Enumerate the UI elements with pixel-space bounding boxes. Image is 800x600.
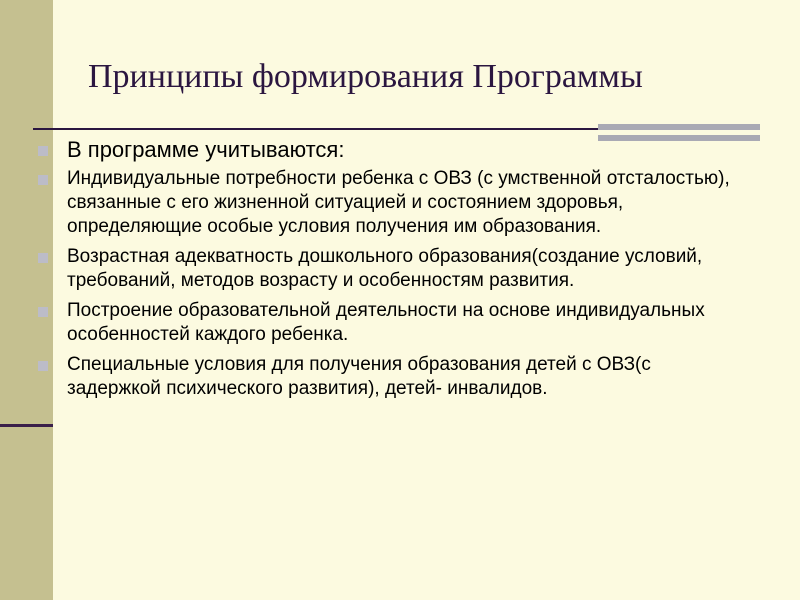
bullet-text: Специальные условия для получения образования детей с ОВЗ(с задержкой психического развития), детей- инвалидов. bbox=[67, 354, 651, 399]
square-bullet-icon bbox=[38, 146, 48, 156]
accent-bar bbox=[598, 124, 760, 130]
bullet-item-individual-features bbox=[36, 299, 736, 347]
side-divider bbox=[0, 424, 53, 427]
square-bullet-icon bbox=[38, 361, 48, 371]
square-bullet-icon bbox=[38, 175, 48, 185]
bullet-text: Возрастная адекватность дошкольного образования(создание условий, требований, методов возрасту и особенностям развития. bbox=[67, 246, 703, 291]
slide-title: Принципы формирования Программы bbox=[88, 58, 643, 95]
bullet-text: Индивидуальные потребности ребенка с ОВЗ (с умственной отсталостью), связанные с его жизненной ситуацией и состоянием здоровья, определяющие особые условия получения им образования. bbox=[67, 168, 730, 237]
bullet-text: В программе учитываются: bbox=[67, 137, 345, 162]
bullet-list bbox=[36, 137, 736, 407]
bullet-item-heading bbox=[36, 137, 736, 163]
bullet-item-age-adequacy bbox=[36, 245, 736, 293]
square-bullet-icon bbox=[38, 307, 48, 317]
square-bullet-icon bbox=[38, 253, 48, 263]
bullet-item-individual-needs bbox=[36, 167, 736, 239]
bullet-item-special-conditions bbox=[36, 353, 736, 401]
bullet-text: Построение образовательной деятельности на основе индивидуальных особенностей каждого ребенка. bbox=[67, 300, 705, 345]
